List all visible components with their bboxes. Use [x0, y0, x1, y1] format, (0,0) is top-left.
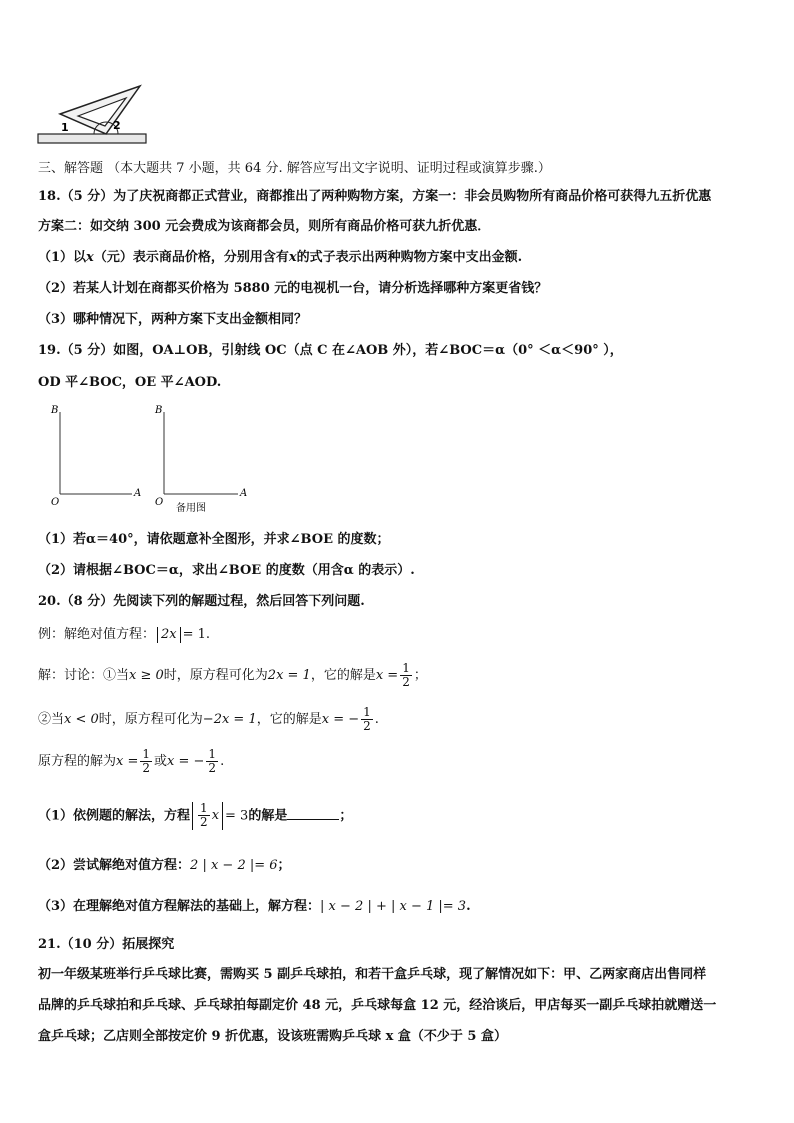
- q20-sol3-fraction1: [140, 748, 152, 775]
- q20-sub1-answer-blank: [287, 807, 339, 820]
- q21-line4: 盒乒乓球；乙店则全部按定价 9 折优惠，设该班需购乒乓球 x 盒（不少于 5 盒）: [38, 1029, 507, 1044]
- q18-line1: 18.（5 分）为了庆祝商都正式营业，商都推出了两种购物方案，方案一：非会员购物所有商品价格可获得九五折优惠: [38, 189, 712, 204]
- base-bar: [38, 134, 146, 143]
- q20-sub2-end: ；: [277, 858, 291, 873]
- q20-example: [38, 626, 210, 644]
- q20-sol3-x2: x = −: [167, 754, 205, 769]
- q20-sol3-den1: 2: [142, 761, 151, 775]
- right-label-a: A: [240, 488, 248, 499]
- left-label-a: A: [134, 488, 142, 499]
- q20-sol2-x: x = −: [321, 712, 360, 727]
- q20-sol3-end: .: [220, 754, 225, 769]
- q20-sol2: [38, 706, 379, 733]
- q20-sol2-end: .: [374, 712, 379, 727]
- q20-sub1-text-a: （1）依例题的解法，方程: [38, 808, 191, 824]
- q20-sub3-end: .: [466, 899, 471, 914]
- triangle-ruler-svg: [36, 80, 156, 150]
- q21-line3: 品牌的乒乓球拍和乒乓球、乒乓球拍每副定价 48 元，乒乓球每盒 12 元，经洽谈后，甲店每买一副乒乓球拍就赠送一: [38, 998, 717, 1013]
- q20-sol2-fraction: [361, 706, 373, 733]
- q20-sol1-text-b: 时，原方程可化为: [163, 668, 268, 683]
- backup-figure-caption: 备用图: [176, 503, 206, 514]
- q20-sol1-den: 2: [402, 675, 410, 689]
- triangle-ruler-figure: [36, 80, 156, 150]
- section-3-header: 三、解答题 （本大题共 7 小题，共 64 分. 解答应写出文字说明、证明过程或演算步骤.）: [38, 161, 551, 176]
- q20-sub1-fraction: [198, 802, 210, 829]
- q18-sub1-text-c: 的式子表示出两种购物方案中支出金额.: [296, 250, 523, 265]
- q20-sub2-text-a: （2）尝试解绝对值方程：: [38, 858, 191, 873]
- q20-sol1-x: x =: [375, 668, 399, 683]
- q19-line2: OD 平∠BOC，OE 平∠AOD.: [38, 375, 222, 390]
- q20-sol2-text-a: ②当: [38, 712, 65, 727]
- q20-sub2-eq: 2 | x − 2 |= 6: [190, 858, 278, 873]
- q21-line2: 初一年级某班举行乒乓球比赛，需购买 5 副乒乓球拍，和若干盒乒乓球，现了解情况如下：甲、乙两家商店出售同样: [38, 967, 707, 982]
- right-label-b: B: [155, 405, 163, 416]
- q20-sol1-text-c: ，它的解是: [310, 668, 376, 683]
- q20-sub1-num: 1: [200, 801, 208, 815]
- q20-sol2-eq: −2x = 1: [202, 712, 257, 727]
- q20-sol1-cond: x ≥ 0: [129, 668, 164, 683]
- q20-sol3: [38, 748, 224, 775]
- q20-sub1: [38, 802, 352, 831]
- q20-sol3-x1: x =: [116, 754, 139, 769]
- q18-sub1-var: x: [86, 250, 94, 265]
- q20-sol2-text-b: 时，原方程可化为: [98, 712, 203, 727]
- q20-example-abs: 2x: [157, 627, 181, 643]
- q19-figures: [40, 398, 260, 516]
- q20-sol1: [38, 662, 427, 689]
- angle-label-1: 1: [61, 121, 69, 134]
- q20-sol3-num2: 1: [208, 747, 217, 761]
- q20-sol3-text-a: 原方程的解为: [38, 754, 117, 769]
- q20-sub3-eq: | x − 2 | + | x − 1 |= 3: [320, 899, 467, 914]
- q20-sol2-den: 2: [363, 719, 371, 733]
- q21-line1: 21.（10 分）拓展探究: [38, 937, 175, 952]
- q19-line1: 19.（5 分）如图，OA⊥OB，引射线 OC（点 C 在∠AOB 外），若∠BOC＝α（0° ＜α＜90° ），: [38, 343, 623, 358]
- q20-sol1-fraction: [400, 662, 412, 689]
- q20-sol1-end: ；: [413, 668, 427, 683]
- q20-sol1-eq: 2x = 1: [267, 668, 311, 683]
- left-label-b: B: [51, 405, 59, 416]
- angle-label-2: 2: [113, 119, 121, 132]
- q20-sub1-var: x: [211, 808, 220, 823]
- q20-sol1-text-a: 解：讨论：①当: [38, 668, 130, 683]
- q18-sub1-text-a: （1）以: [38, 250, 87, 265]
- q20-sol1-num: 1: [402, 661, 410, 675]
- q20-example-label: 例：解绝对值方程：: [38, 627, 156, 642]
- q19-sub1: （1）若α＝40°，请依题意补全图形，并求∠BOE 的度数；: [38, 532, 390, 547]
- right-label-o: O: [155, 497, 164, 508]
- q20-line1: 20.（8 分）先阅读下列的解题过程，然后回答下列问题.: [38, 594, 365, 609]
- q20-sol3-or: 或: [154, 754, 168, 769]
- q18-sub1-var2: x: [288, 250, 297, 265]
- q18-sub3: （3）哪种情况下，两种方案下支出金额相同？: [38, 312, 308, 327]
- q20-sol3-fraction2: [206, 748, 218, 775]
- q18-line2: 方案二：如交纳 300 元会费成为该商都会员，则所有商品价格可获九折优惠．: [38, 219, 491, 234]
- q20-sub1-rhs: = 3: [225, 808, 249, 824]
- q20-sol3-den2: 2: [208, 761, 217, 775]
- q19-sub2: （2）请根据∠BOC＝α，求出∠BOE 的度数（用含α 的表示）.: [38, 563, 415, 578]
- q20-example-rhs: = 1.: [182, 627, 211, 642]
- q20-sol2-text-c: ，它的解是: [256, 712, 322, 727]
- q20-sub1-text-b: 的解是: [248, 808, 288, 824]
- q20-sub2: [38, 857, 291, 875]
- q18-sub1: [38, 249, 522, 267]
- q20-sub1-abs: [192, 802, 223, 830]
- left-label-o: O: [51, 497, 60, 508]
- q20-sol2-cond: x < 0: [64, 712, 99, 727]
- q18-sub1-text-b: （元）表示商品价格，分别用含有: [93, 250, 289, 265]
- q18-sub2: （2）若某人计划在商都买价格为 5880 元的电视机一台，请分析选择哪种方案更省钱？: [38, 281, 548, 296]
- q20-sub3-text-a: （3）在理解绝对值方程解法的基础上，解方程：: [38, 899, 321, 914]
- q20-sub1-end: ；: [339, 808, 353, 824]
- q20-sol3-num1: 1: [142, 747, 151, 761]
- q20-sub1-den: 2: [200, 815, 208, 829]
- q20-sol2-num: 1: [363, 705, 371, 719]
- q20-sub3: [38, 898, 471, 916]
- q19-figures-svg: [40, 398, 260, 516]
